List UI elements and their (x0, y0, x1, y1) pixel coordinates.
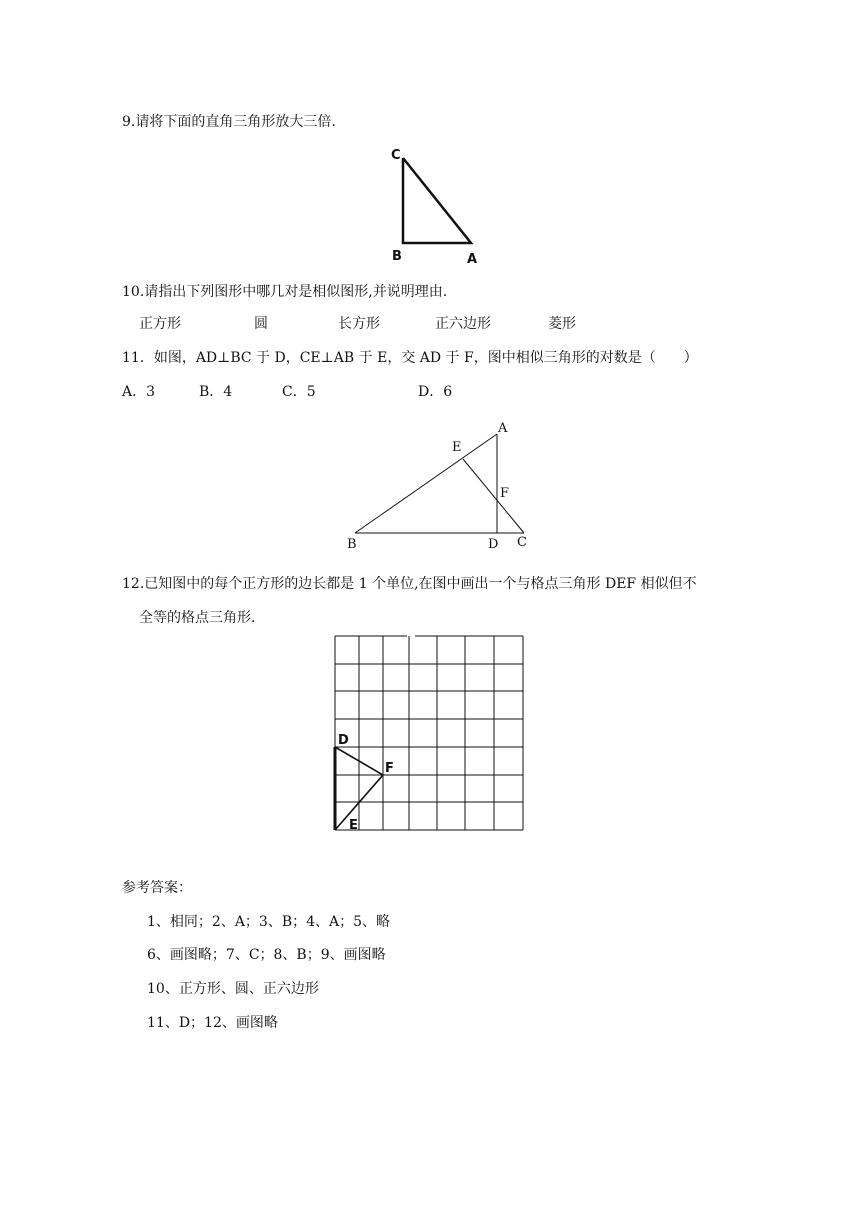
label-a: A (467, 252, 478, 267)
label-d: D (488, 537, 499, 552)
label-e: E (349, 818, 358, 833)
label-b: B (347, 537, 357, 552)
label-a: A (498, 421, 508, 436)
question-9-text: 9.请将下面的直角三角形放大三倍. (122, 114, 336, 130)
label-b: B (392, 249, 402, 264)
question-12-text-line1: 12.已知图中的每个正方形的边长都是 1 个单位,在图中画出一个与格点三角形 DEF 相似但不 (122, 576, 697, 592)
label-f: F (500, 486, 510, 501)
label-e: E (452, 440, 462, 455)
label-f: F (385, 761, 394, 776)
question-12-text-line2: 全等的格点三角形. (139, 610, 256, 626)
answer-line-2: 6、画图略；7、C；8、B；9、画图略 (147, 947, 386, 963)
grid-figure (330, 632, 530, 837)
question-11-text: 11．如图，AD⊥BC 于 D，CE⊥AB 于 E，交 AD 于 F，图中相似三角形的对数是（ ） (122, 350, 698, 366)
label-d: D (338, 733, 349, 748)
label-c: C (391, 148, 401, 163)
label-c: C (517, 535, 527, 550)
answer-line-1: 1、相同；2、A；3、B；4、A；5、略 (147, 914, 391, 930)
shape-circle: 圆 (254, 316, 268, 332)
answer-line-4: 11、D；12、画图略 (147, 1015, 278, 1031)
question-10-text: 10.请指出下列图形中哪几对是相似图形,并说明理由. (122, 284, 448, 300)
shape-rhombus: 菱形 (548, 316, 576, 332)
right-triangle-figure (385, 143, 485, 268)
answers-title: 参考答案： (122, 880, 192, 896)
option-c: C．5 (282, 384, 316, 400)
triangle-abc-figure (340, 415, 540, 555)
option-b: B．4 (199, 384, 233, 400)
grid-lines (335, 636, 523, 830)
answer-line-3: 10、正方形、圆、正六边形 (147, 981, 319, 997)
shape-square: 正方形 (139, 316, 181, 332)
shape-rectangle: 长方形 (338, 316, 380, 332)
option-a: A．3 (122, 384, 156, 400)
shape-hexagon: 正六边形 (435, 316, 491, 332)
option-d: D．6 (418, 384, 453, 400)
